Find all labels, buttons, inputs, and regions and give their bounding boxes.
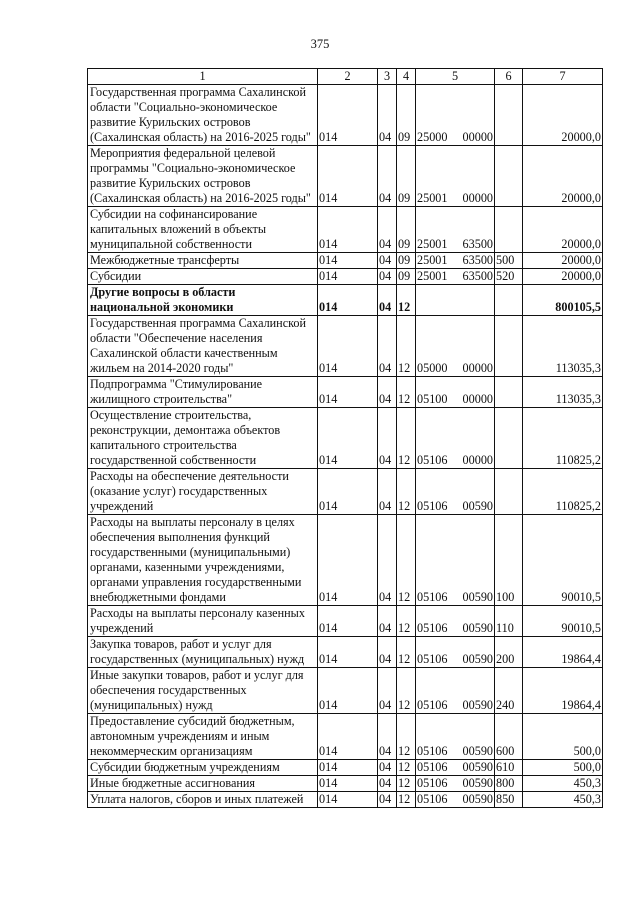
row-target-article: [416, 207, 495, 253]
row-target-article-program: 25001: [417, 191, 448, 205]
row-amount: 20000,0: [523, 85, 603, 146]
row-target-article-program: 25001: [417, 253, 448, 267]
table-row: [88, 377, 603, 408]
row-expense-type: 610: [495, 760, 523, 776]
row-target-article-direction: 00590: [462, 760, 493, 774]
row-amount: 19864,4: [523, 637, 603, 668]
row-amount: 20000,0: [523, 146, 603, 207]
row-subsection: 12: [397, 377, 416, 408]
row-target-article-direction: 00590: [462, 776, 493, 790]
row-grbs: 014: [318, 760, 378, 776]
row-section: 04: [378, 515, 397, 606]
row-target-article: [416, 668, 495, 714]
row-section: 04: [378, 776, 397, 792]
row-expense-type: [495, 469, 523, 515]
row-expense-type: [495, 207, 523, 253]
row-name: Расходы на обеспечение деятельности (оказание услуг) государственных учреждений: [88, 469, 318, 515]
row-target-article-direction: 00590: [462, 652, 493, 666]
row-subsection: 12: [397, 469, 416, 515]
row-amount: 450,3: [523, 776, 603, 792]
row-grbs: 014: [318, 207, 378, 253]
row-name: Иные бюджетные ассигнования: [88, 776, 318, 792]
row-grbs: 014: [318, 668, 378, 714]
row-expense-type: 850: [495, 792, 523, 808]
row-amount: 90010,5: [523, 515, 603, 606]
row-amount: 20000,0: [523, 253, 603, 269]
table-row: [88, 85, 603, 146]
row-amount: 19864,4: [523, 668, 603, 714]
table-row: [88, 760, 603, 776]
row-name: Уплата налогов, сборов и иных платежей: [88, 792, 318, 808]
row-grbs: 014: [318, 285, 378, 316]
row-expense-type: [495, 316, 523, 377]
row-target-article: [416, 253, 495, 269]
table-row: [88, 146, 603, 207]
row-target-article: [416, 469, 495, 515]
header-cell-grbs: 2: [318, 69, 378, 85]
row-amount: 113035,3: [523, 316, 603, 377]
row-target-article: [416, 776, 495, 792]
row-name: Предоставление субсидий бюджетным, автономным учреждениям и иным некоммерческим организациям: [88, 714, 318, 760]
row-section: 04: [378, 637, 397, 668]
row-target-article: [416, 792, 495, 808]
row-amount: 500,0: [523, 714, 603, 760]
row-expense-type: 110: [495, 606, 523, 637]
table-header: [88, 69, 603, 85]
row-section: 04: [378, 253, 397, 269]
row-section: 04: [378, 285, 397, 316]
row-expense-type: 100: [495, 515, 523, 606]
row-name: Мероприятия федеральной целевой программы "Социально-экономическое развитие Курильских островов (Сахалинская область) на 2016-2025 годы": [88, 146, 318, 207]
row-section: 04: [378, 207, 397, 253]
row-amount: 110825,2: [523, 469, 603, 515]
table-row: [88, 792, 603, 808]
row-target-article-program: 25001: [417, 269, 448, 283]
row-target-article: [416, 377, 495, 408]
table-row: [88, 776, 603, 792]
row-target-article: [416, 637, 495, 668]
row-target-article-program: 05106: [417, 453, 448, 467]
row-target-article-program: 05106: [417, 792, 448, 806]
header-cell-pr: 4: [397, 69, 416, 85]
row-amount: 113035,3: [523, 377, 603, 408]
row-amount: 110825,2: [523, 408, 603, 469]
row-expense-type: [495, 408, 523, 469]
row-target-article-program: 05100: [417, 392, 448, 406]
row-target-article-program: 25001: [417, 237, 448, 251]
header-cell-amount: 7: [523, 69, 603, 85]
row-target-article-direction: 63500: [462, 269, 493, 283]
table-row: [88, 714, 603, 760]
table-row: [88, 637, 603, 668]
row-amount: 800105,5: [523, 285, 603, 316]
row-amount: 450,3: [523, 792, 603, 808]
budget-table: [87, 68, 603, 808]
header-cell-csr: 5: [416, 69, 495, 85]
row-target-article-direction: 00590: [462, 621, 493, 635]
row-expense-type: 500: [495, 253, 523, 269]
table-body: [88, 85, 603, 808]
row-expense-type: 240: [495, 668, 523, 714]
row-amount: 500,0: [523, 760, 603, 776]
row-grbs: 014: [318, 792, 378, 808]
row-section: 04: [378, 714, 397, 760]
row-target-article-direction: 63500: [462, 237, 493, 251]
row-subsection: 09: [397, 85, 416, 146]
row-name: Другие вопросы в области национальной экономики: [88, 285, 318, 316]
row-name: Государственная программа Сахалинской области "Социально-экономическое развитие Курильских островов (Сахалинская область) на 2016-2025 годы": [88, 85, 318, 146]
table-row: [88, 269, 603, 285]
row-target-article-direction: 00000: [462, 361, 493, 375]
row-name: Субсидии: [88, 269, 318, 285]
header-row: [88, 69, 603, 85]
row-grbs: 014: [318, 269, 378, 285]
row-expense-type: [495, 377, 523, 408]
row-subsection: 12: [397, 408, 416, 469]
page-number: 375: [310, 37, 330, 51]
row-target-article-program: 05106: [417, 652, 448, 666]
table-row: [88, 207, 603, 253]
row-amount: 20000,0: [523, 269, 603, 285]
row-grbs: 014: [318, 408, 378, 469]
row-target-article-program: 05106: [417, 698, 448, 712]
row-grbs: 014: [318, 469, 378, 515]
row-subsection: 09: [397, 253, 416, 269]
row-target-article-direction: 00000: [462, 191, 493, 205]
row-target-article-program: 05106: [417, 744, 448, 758]
row-target-article-direction: 00000: [462, 130, 493, 144]
row-target-article-direction: 00000: [462, 453, 493, 467]
row-grbs: 014: [318, 515, 378, 606]
row-target-article: [416, 316, 495, 377]
row-target-article-program: 05106: [417, 499, 448, 513]
row-subsection: 09: [397, 146, 416, 207]
row-section: 04: [378, 760, 397, 776]
row-target-article-direction: 00000: [462, 392, 493, 406]
row-section: 04: [378, 146, 397, 207]
row-expense-type: [495, 285, 523, 316]
row-subsection: 12: [397, 285, 416, 316]
row-grbs: 014: [318, 606, 378, 637]
row-name: Субсидии бюджетным учреждениям: [88, 760, 318, 776]
row-section: 04: [378, 377, 397, 408]
row-target-article-direction: 00590: [462, 590, 493, 604]
row-subsection: 09: [397, 207, 416, 253]
row-subsection: 12: [397, 668, 416, 714]
row-section: 04: [378, 316, 397, 377]
row-name: Расходы на выплаты персоналу казенных учреждений: [88, 606, 318, 637]
row-name: Осуществление строительства, реконструкции, демонтажа объектов капитального строительства государственной собственности: [88, 408, 318, 469]
row-amount: 90010,5: [523, 606, 603, 637]
row-target-article-program: 05106: [417, 590, 448, 604]
table-row: [88, 606, 603, 637]
header-cell-name: 1: [88, 69, 318, 85]
row-target-article-direction: 00590: [462, 792, 493, 806]
row-amount: 20000,0: [523, 207, 603, 253]
table-row: [88, 285, 603, 316]
row-name: Закупка товаров, работ и услуг для государственных (муниципальных) нужд: [88, 637, 318, 668]
row-name: Иные закупки товаров, работ и услуг для обеспечения государственных (муниципальных) нужд: [88, 668, 318, 714]
row-expense-type: 800: [495, 776, 523, 792]
row-target-article: [416, 714, 495, 760]
row-target-article: [416, 285, 495, 316]
table-row: [88, 408, 603, 469]
row-subsection: 12: [397, 316, 416, 377]
row-subsection: 12: [397, 760, 416, 776]
row-grbs: 014: [318, 637, 378, 668]
row-name: Подпрограмма "Стимулирование жилищного строительства": [88, 377, 318, 408]
row-target-article: [416, 269, 495, 285]
row-subsection: 12: [397, 792, 416, 808]
row-section: 04: [378, 85, 397, 146]
row-target-article: [416, 408, 495, 469]
row-grbs: 014: [318, 776, 378, 792]
row-grbs: 014: [318, 377, 378, 408]
table-row: [88, 253, 603, 269]
table-row: [88, 515, 603, 606]
row-section: 04: [378, 469, 397, 515]
row-subsection: 12: [397, 776, 416, 792]
row-section: 04: [378, 408, 397, 469]
row-target-article: [416, 760, 495, 776]
row-target-article-direction: 00590: [462, 744, 493, 758]
row-subsection: 12: [397, 714, 416, 760]
header-cell-rz: 3: [378, 69, 397, 85]
row-section: 04: [378, 269, 397, 285]
row-subsection: 09: [397, 269, 416, 285]
row-expense-type: 520: [495, 269, 523, 285]
row-target-article: [416, 85, 495, 146]
row-expense-type: [495, 146, 523, 207]
row-name: Субсидии на софинансирование капитальных вложений в объекты муниципальной собственности: [88, 207, 318, 253]
row-grbs: 014: [318, 146, 378, 207]
row-subsection: 12: [397, 637, 416, 668]
row-target-article-program: 05106: [417, 760, 448, 774]
row-target-article: [416, 606, 495, 637]
row-target-article-program: 05106: [417, 621, 448, 635]
row-grbs: 014: [318, 85, 378, 146]
row-name: Межбюджетные трансферты: [88, 253, 318, 269]
row-name: Расходы на выплаты персоналу в целях обеспечения выполнения функций государственными (муниципальными) органами, казенными учреждениями, органами управления государственными внебюджетными фондами: [88, 515, 318, 606]
row-grbs: 014: [318, 316, 378, 377]
row-section: 04: [378, 792, 397, 808]
table-row: [88, 469, 603, 515]
row-target-article-program: 05000: [417, 361, 448, 375]
row-section: 04: [378, 668, 397, 714]
header-cell-vr: 6: [495, 69, 523, 85]
row-subsection: 12: [397, 515, 416, 606]
row-name: Государственная программа Сахалинской области "Обеспечение населения Сахалинской области качественным жильем на 2014-2020 годы": [88, 316, 318, 377]
row-target-article-direction: 00590: [462, 698, 493, 712]
table-row: [88, 316, 603, 377]
row-grbs: 014: [318, 714, 378, 760]
row-target-article-program: 05106: [417, 776, 448, 790]
row-target-article-direction: 63500: [462, 253, 493, 267]
row-expense-type: 600: [495, 714, 523, 760]
row-subsection: 12: [397, 606, 416, 637]
row-expense-type: [495, 85, 523, 146]
table-row: [88, 668, 603, 714]
row-target-article-program: 25000: [417, 130, 448, 144]
row-target-article: [416, 146, 495, 207]
row-expense-type: 200: [495, 637, 523, 668]
row-target-article-direction: 00590: [462, 499, 493, 513]
row-target-article: [416, 515, 495, 606]
row-section: 04: [378, 606, 397, 637]
row-grbs: 014: [318, 253, 378, 269]
